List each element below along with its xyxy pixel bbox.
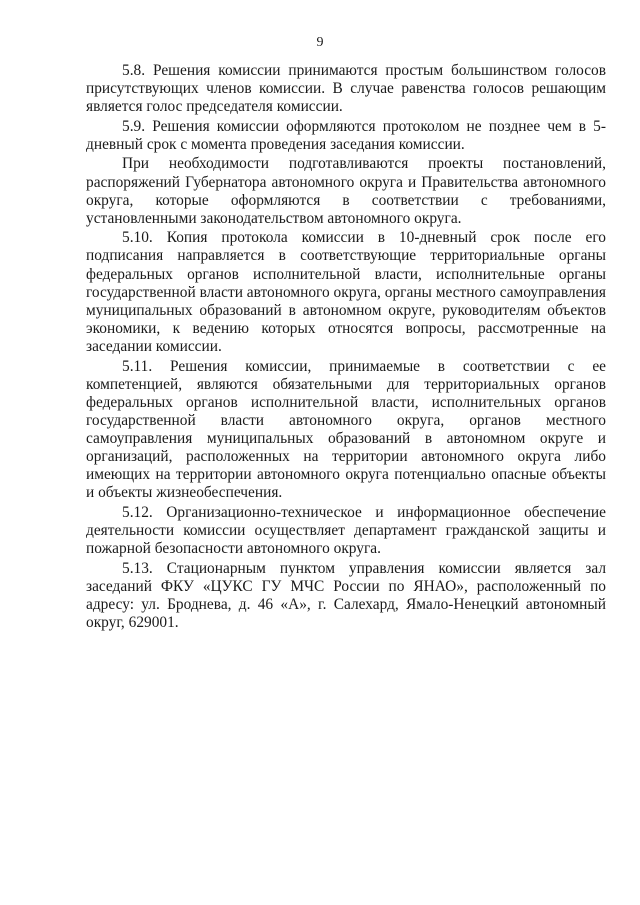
paragraph-5-13: 5.13. Стационарным пунктом управления комиссии является зал заседаний ФКУ «ЦУКС ГУ МЧС России по ЯНАО», расположенный по адресу: ул. Броднева, д. 46 «А», г. Салехард, Ямало-Ненецкий автономный округ, 629001.: [86, 559, 606, 631]
document-body: [86, 62, 606, 633]
paragraph-5-8: 5.8. Решения комиссии принимаются простым большинством голосов присутствующих членов комиссии. В случае равенства голосов решающим является голос председателя комиссии.: [86, 62, 606, 116]
paragraph-5-12: 5.12. Организационно-техническое и информационное обеспечение деятельности комиссии осуществляет департамент гражданской защиты и пожарной безопасности автономного округа.: [86, 503, 606, 557]
page-number: 9: [316, 35, 324, 50]
paragraph-drafts: При необходимости подготавливаются проекты постановлений, распоряжений Губернатора автономного округа и Правительства автономного округа, которые оформляются в соответствии с требованиями, установленными законодательством автономного округа.: [86, 155, 606, 227]
paragraph-5-10: 5.10. Копия протокола комиссии в 10-дневный срок после его подписания направляется в соответствующие территориальные органы федеральных органов исполнительной власти, исполнительные органы государственной власти автономного округа, органы местного самоуправления муниципальных образований в автономном округе, руководителям объектов экономики, к ведению которых относятся вопросы, рассмотренные на заседании комиссии.: [86, 229, 606, 355]
paragraph-5-11: 5.11. Решения комиссии, принимаемые в соответствии с ее компетенцией, являются обязательными для территориальных органов федеральных органов исполнительной власти, исполнительных органов государственной власти автономного округа, органов местного самоуправления муниципальных образований в автономном округе и организаций, расположенных на территории автономного округа либо имеющих на территории автономного округа потенциально опасные объекты и объекты жизнеобеспечения.: [86, 357, 606, 502]
paragraph-5-9: 5.9. Решения комиссии оформляются протоколом не позднее чем в 5-дневный срок с момента проведения заседания комиссии.: [86, 117, 606, 153]
